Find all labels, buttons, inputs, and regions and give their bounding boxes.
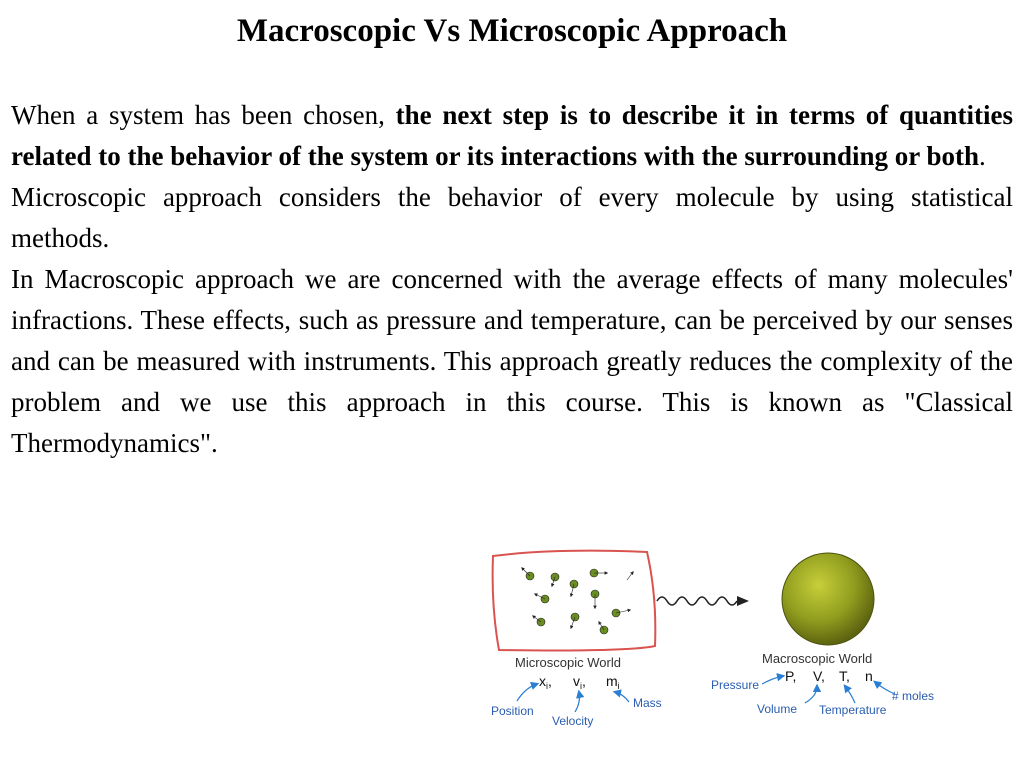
velocity-label: Velocity [552, 714, 594, 728]
micro-var-m: $m_i$ [606, 673, 620, 691]
paragraph-macroscopic: In Macroscopic approach we are concerned with the average effects of many molecules' infractions. These effects, such as pressure and temperature, can be perceived by our senses and can be measured with instruments. This approach greatly reduces the complexity of the problem and we use this approach in this course. This is known as "Classical Thermodynamics". [11, 264, 1013, 458]
micro-macro-diagram [487, 546, 957, 756]
mass-label: Mass [633, 696, 662, 710]
micro-var-v: $v_i$, [573, 673, 586, 691]
micro-var-x: $x_i$, [539, 673, 552, 691]
micro-world-label: Microscopic World [515, 655, 621, 670]
paragraph-microscopic: Microscopic approach considers the behavior of every molecule by using statistical methods. [11, 182, 1013, 253]
macro-var-v: V, [813, 668, 825, 684]
temperature-label: Temperature [819, 703, 887, 717]
pressure-label: Pressure [711, 678, 760, 692]
slide-title: Macroscopic Vs Microscopic Approach [236, 13, 788, 49]
molecule-particles [522, 568, 633, 634]
intro-period: . [979, 141, 986, 171]
transition-arrow-head [737, 596, 749, 606]
paragraph-intro [11, 95, 1013, 177]
intro-bold-text: the next step is to describe it in terms of quantities related to the behavior of the system or its interactions with the surrounding or both [11, 100, 1013, 171]
macro-world-label: Macroscopic World [762, 651, 873, 666]
molecule-container-box [493, 551, 656, 651]
macro-pointer-arrows [762, 676, 895, 703]
transition-arrow [657, 597, 737, 605]
volume-label: Volume [757, 702, 798, 716]
macro-var-n: n [865, 668, 873, 684]
macro-var-p: P, [785, 668, 797, 684]
moles-label: # moles [892, 689, 935, 703]
slide-body [11, 95, 1013, 464]
intro-text: When a system has been chosen, [11, 100, 396, 130]
macro-var-t: T, [839, 668, 850, 684]
position-label: Position [491, 704, 534, 718]
macroscopic-sphere [782, 553, 874, 645]
